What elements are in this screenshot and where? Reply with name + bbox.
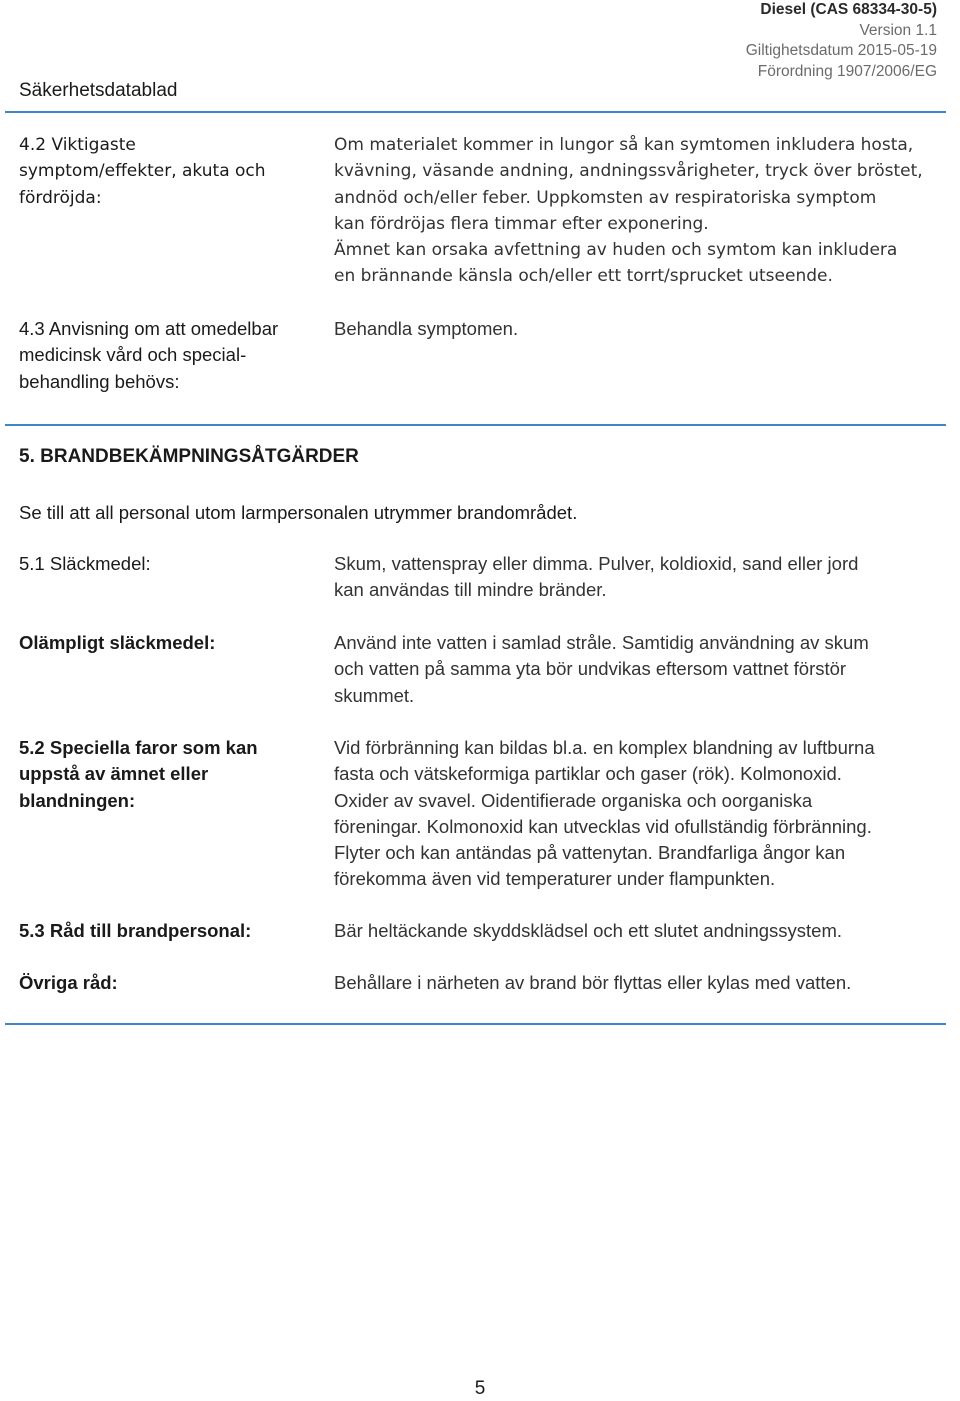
section-5-3-label: 5.3 Råd till brandpersonal: xyxy=(19,920,252,941)
unsuitable-extinguisher-label: Olämpligt släckmedel: xyxy=(19,632,216,653)
section-5-1-label: 5.1 Släckmedel: xyxy=(19,553,151,574)
document-title: Säkerhetsdatablad xyxy=(19,80,178,101)
header-divider xyxy=(5,111,946,113)
section-5-intro: Se till att all personal utom larmpersonalen utrymmer brandområdet. xyxy=(19,502,578,523)
section-divider xyxy=(5,424,946,426)
footer-divider xyxy=(5,1023,946,1025)
section-5-2-label: 5.2 Speciella faror som kan uppstå av ämnet eller blandningen: xyxy=(19,737,258,811)
product-name: Diesel (CAS 68334-30-5) xyxy=(760,1,937,18)
section-5-1-text: Skum, vattenspray eller dimma. Pulver, koldioxid, sand eller jord kan användas till mindre bränder. xyxy=(334,553,859,601)
section-4-3-label: 4.3 Anvisning om att omedelbar medicinsk vård och special- behandling behövs: xyxy=(19,318,279,392)
version-text: Version 1.1 xyxy=(859,21,937,39)
validity-date: Giltighetsdatum 2015-05-19 xyxy=(745,42,937,59)
section-5-3-text: Bär heltäckande skyddsklädsel och ett slutet andningssystem. xyxy=(334,920,843,941)
document-header-info xyxy=(746,0,937,82)
other-advice-text: Behållare i närheten av brand bör flyttas eller kylas med vatten. xyxy=(334,972,852,993)
section-4-2-text: Om materialet kommer in lungor så kan symtomen inkludera hosta, kvävning, väsande andning, andningssvårigheter, tryck över bröstet, andnöd och/eller feber. Uppkomsten av respiratoriska symptom kan fördröjas flera timmar efter exponering. Ämnet kan orsaka avfettning av huden och symtom kan inkludera en brännande känsla och/eller ett torrt/sprucket utseende. xyxy=(334,135,923,287)
regulation-text: Förordning 1907/2006/EG xyxy=(757,62,937,80)
other-advice-label: Övriga råd: xyxy=(19,972,118,993)
unsuitable-extinguisher-text: Använd inte vatten i samlad stråle. Samtidig användning av skum och vatten på samma yta bör undvikas eftersom vattnet förstör skummet. xyxy=(334,632,869,706)
section-5-2-text: Vid förbränning kan bildas bl.a. en komplex blandning av luftburna fasta och vätskeformiga partiklar och gaser (rök). Kolmonoxid. Oxider av svavel. Oidentifierade organiska och oorganiska föreningar. Kolmonoxid kan utvecklas vid ofullständig förbränning. Flyter och kan antändas på vattenytan. Brandfarliga ångor kan förekomma även vid temperaturer under flampunkten. xyxy=(334,737,875,890)
section-4-2-label: 4.2 Viktigaste symptom/effekter, akuta och fördröjda: xyxy=(19,135,266,208)
section-5-heading: 5. BRANDBEKÄMPNINGSÅTGÄRDER xyxy=(19,446,359,467)
section-4-3-text: Behandla symptomen. xyxy=(334,318,519,339)
page-number: 5 xyxy=(474,1378,486,1399)
